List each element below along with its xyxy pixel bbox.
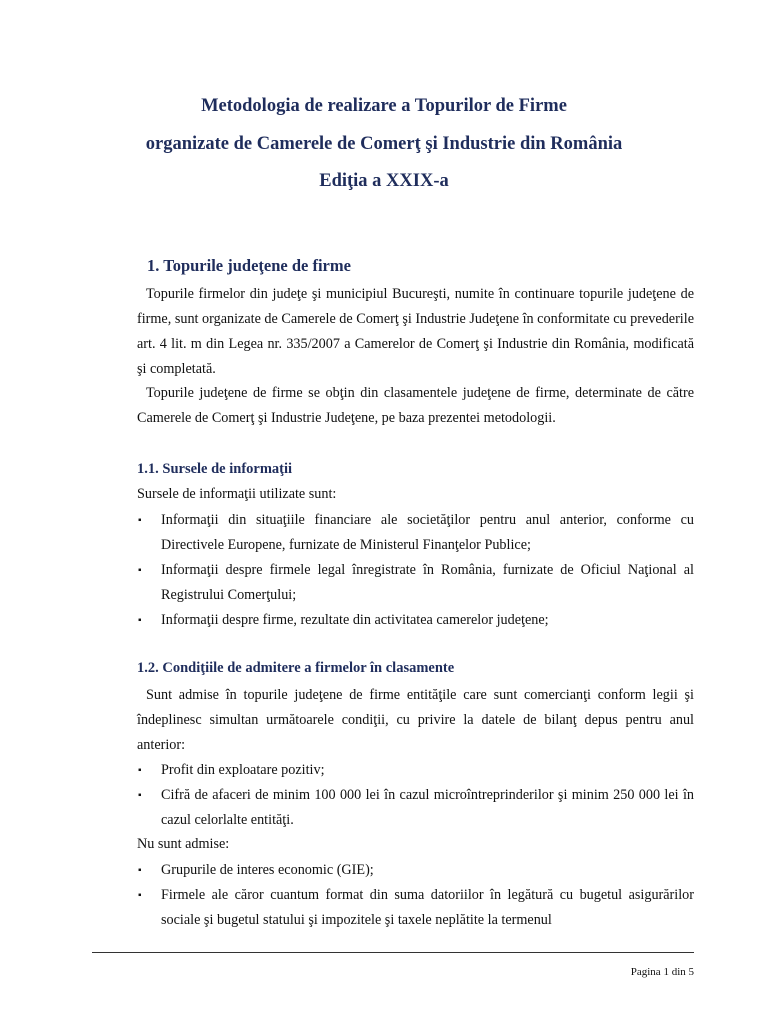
section-1-paragraph-1: Topurile firmelor din judeţe şi municipiul Bucureşti, numite în continuare topurile judeţene de firme, sunt organizate de Camerele de Comerţ şi Industrie Judeţene în conformitate cu prevederile art. 4 lit. m din Legea nr. 335/2007 a Camerelor de Comerţ şi Industrie din România, modificată şi completată. — [137, 286, 694, 377]
list-item — [137, 608, 694, 633]
document-title-line-3: Ediţia a XXIX-a — [319, 171, 449, 191]
section-1-heading: 1. Topurile judeţene de firme — [147, 256, 351, 275]
section-1-1-intro: Sursele de informaţii utilizate sunt: — [137, 486, 337, 502]
section-1-paragraph-2: Topurile judeţene de firme se obţin din clasamentele judeţene de firme, determinate de către Camerele de Comerţ şi Industrie Judeţene, pe baza prezentei metodologii. — [137, 385, 694, 426]
square-bullet-icon: ▪ — [138, 890, 142, 901]
list-item — [137, 558, 694, 608]
page-number: Pagina 1 din 5 — [630, 966, 694, 978]
section-1-2-intro: Sunt admise în topurile judeţene de firme entităţile care sunt comercianţi conform legii şi îndeplinesc simultan următoarele condiţii, cu privire la datele de bilanţ depus pentru anul anterior: — [137, 687, 694, 753]
list-item-text: Informaţii despre firmele legal înregistrate în România, furnizate de Oficiul Naţional al Registrului Comerţului; — [161, 562, 694, 603]
square-bullet-icon: ▪ — [138, 565, 142, 576]
section-1-2-heading: 1.2. Condiţiile de admitere a firmelor în clasamente — [137, 660, 455, 676]
list-item-text: Profit din exploatare pozitiv; — [161, 762, 325, 778]
not-admitted-label: Nu sunt admise: — [137, 836, 230, 852]
admission-bullet-list — [137, 758, 694, 833]
list-item-text: Cifră de afaceri de minim 100 000 lei în cazul microîntreprinderilor şi minim 250 000 lei în cazul celorlalte entităţi. — [161, 787, 694, 828]
sources-bullet-list — [137, 508, 694, 633]
list-item — [137, 783, 694, 833]
document-title-line-1: Metodologia de realizare a Topurilor de Firme — [201, 96, 567, 116]
list-item-text: Firmele ale căror cuantum format din suma datoriilor în legătură cu bugetul asigurărilor sociale şi bugetul statului şi impozitele şi taxele neplătite la termenul — [161, 887, 694, 928]
list-item — [137, 858, 694, 883]
footer-divider — [92, 952, 694, 953]
list-item — [137, 508, 694, 558]
list-item — [137, 758, 694, 783]
document-title-line-2: organizate de Camerele de Comerţ şi Industrie din România — [145, 134, 623, 154]
list-item-text: Grupurile de interes economic (GIE); — [161, 862, 374, 878]
list-item-text: Informaţii despre firme, rezultate din activitatea camerelor judeţene; — [161, 612, 549, 628]
section-1-1-heading: 1.1. Sursele de informaţii — [137, 461, 293, 477]
square-bullet-icon: ▪ — [138, 865, 142, 876]
list-item-text: Informaţii din situaţiile financiare ale societăţilor pentru anul anterior, conforme cu Directivele Europene, furnizate de Ministerul Finanţelor Publice; — [161, 512, 694, 553]
list-item — [137, 883, 694, 933]
square-bullet-icon: ▪ — [138, 615, 142, 626]
square-bullet-icon: ▪ — [138, 515, 142, 526]
square-bullet-icon: ▪ — [138, 790, 142, 801]
square-bullet-icon: ▪ — [138, 765, 142, 776]
exclusion-bullet-list — [137, 858, 694, 933]
